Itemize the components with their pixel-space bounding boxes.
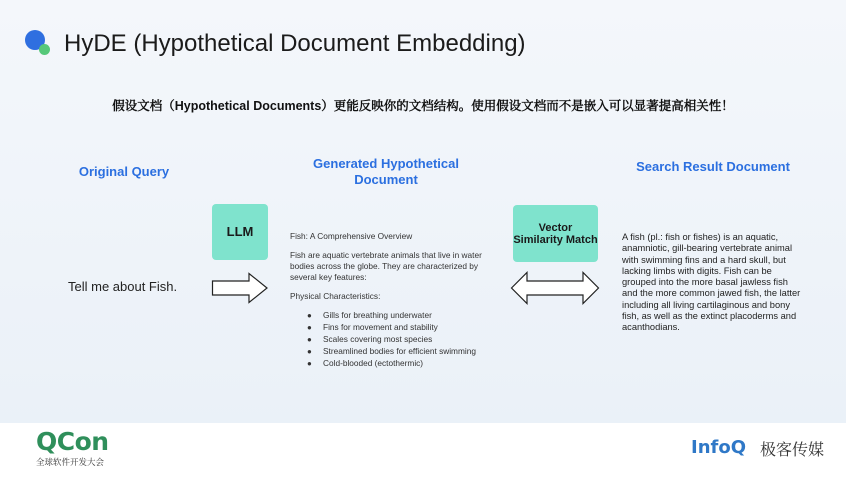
- bullet-icon: ●: [307, 323, 312, 332]
- vector-match-label: Vector Similarity Match: [513, 221, 598, 246]
- qcon-logo-subtitle: 全球软件开发大会: [36, 457, 105, 467]
- list-item: ● Cold-blooded (ectothermic): [307, 358, 424, 368]
- bullet-icon: ●: [307, 359, 312, 368]
- list-item: ● Streamlined bodies for efficient swimming: [307, 346, 476, 356]
- list-item: ● Gills for breathing underwater: [307, 310, 432, 320]
- slide-subtitle: 假设文档（Hypothetical Documents）更能反映你的文档结构。使用假设文档而不是嵌入可以显著提高相关性！: [112, 99, 734, 113]
- right-arrow-icon: [211, 272, 269, 304]
- search-result-heading: Search Result Document: [636, 159, 790, 174]
- doc-section: Physical Characteristics:: [290, 291, 381, 301]
- llm-box: [212, 204, 268, 260]
- generated-document-heading: Generated Hypothetical Document: [313, 156, 459, 187]
- llm-label: LLM: [226, 224, 254, 239]
- bullet-icon: ●: [307, 311, 312, 320]
- slide-title: HyDE (Hypothetical Document Embedding): [64, 30, 526, 57]
- list-item: ● Fins for movement and stability: [307, 322, 438, 332]
- vector-match-box: [513, 205, 598, 262]
- doc-bullet-list: [307, 310, 500, 369]
- query-text: Tell me about Fish.: [68, 279, 178, 294]
- hypothetical-document: [290, 231, 500, 370]
- logo-dot-green-icon: [39, 44, 50, 55]
- bullet-icon: ●: [307, 347, 312, 356]
- original-query-heading: Original Query: [78, 164, 170, 179]
- qcon-logo: QCon: [36, 427, 109, 456]
- infoq-logo: InfoQ: [691, 437, 747, 458]
- list-item: ● Scales covering most species: [307, 334, 433, 344]
- bullet-icon: ●: [307, 335, 312, 344]
- infoq-logo-chinese: 极客传媒: [760, 440, 825, 459]
- double-arrow-icon: [510, 271, 600, 305]
- doc-title: Fish: A Comprehensive Overview: [290, 231, 413, 241]
- doc-intro: Fish are aquatic vertebrate animals that live in water bodies across the globe. They are characterized by several key features:: [290, 250, 482, 282]
- search-result-text: A fish (pl.: fish or fishes) is an aquatic, anamniotic, gill-bearing vertebrate animal with swimming fins and a hard skull, but lacking limbs with digits. Fish can be grouped into the more basal jawless fish and the more common jawed fish, the latter including all living cartilaginous and bony fish, as well as the extinct placoderms and acanthodians.: [622, 232, 801, 333]
